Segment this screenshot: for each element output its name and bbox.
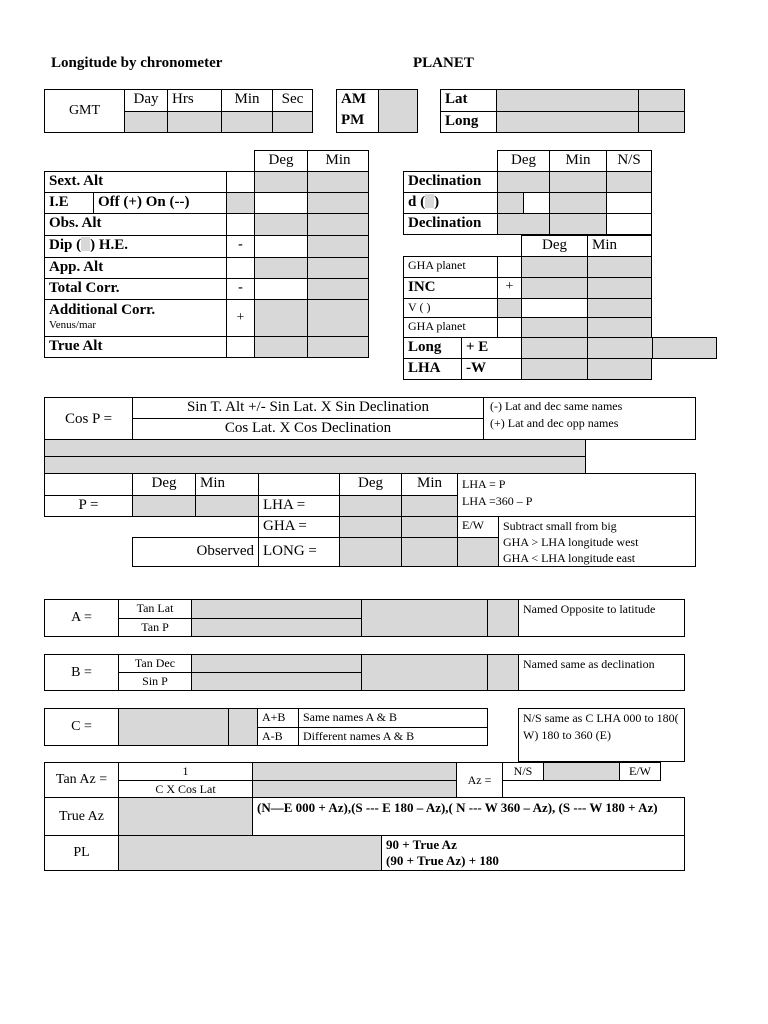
tan-az-label: Tan Az = — [44, 762, 119, 798]
total-corr-label: Total Corr. — [44, 278, 227, 300]
b-denominator-value[interactable] — [191, 672, 362, 691]
az-ns-label: N/S — [502, 762, 544, 781]
ie-label: I.E — [44, 192, 94, 214]
inc-deg[interactable] — [521, 277, 588, 299]
gha-planet-2-deg[interactable] — [521, 317, 588, 338]
long-row-min[interactable] — [587, 337, 653, 359]
obs-alt-deg[interactable] — [254, 213, 308, 236]
c-ns[interactable] — [228, 708, 258, 746]
lha-label: LHA = — [258, 495, 340, 517]
venus-mar-text: Venus/mar — [49, 319, 97, 331]
true-alt-deg[interactable] — [254, 336, 308, 358]
declination-2-ns[interactable] — [606, 213, 652, 235]
dec-min-header: Min — [549, 150, 607, 172]
long-label-2: LONG = — [258, 537, 340, 567]
gha-min-header: Min — [587, 235, 652, 257]
gha-planet-1-min[interactable] — [587, 256, 652, 278]
a-ns[interactable] — [487, 599, 519, 637]
c-label: C = — [44, 708, 119, 746]
day-field[interactable] — [124, 111, 168, 133]
additional-corr-deg[interactable] — [254, 299, 308, 337]
dip-label — [44, 235, 227, 258]
day-header: Day — [124, 89, 168, 112]
pl-value[interactable] — [118, 835, 382, 871]
d-prefix: d ( — [408, 194, 426, 210]
observed-label: Observed — [132, 537, 259, 567]
ie-min[interactable] — [307, 192, 369, 214]
tan-az-denominator: C X Cos Lat — [118, 780, 253, 798]
p-min-header: Min — [195, 473, 259, 496]
sext-alt-label: Sext. Alt — [44, 171, 227, 193]
off-on-label: Off (+) On (--) — [93, 192, 227, 214]
d-label — [403, 192, 498, 214]
long-row-deg[interactable] — [521, 337, 588, 359]
gmt-label: GMT — [44, 89, 125, 133]
obs-alt-min[interactable] — [307, 213, 369, 236]
cos-p-work-row-1[interactable] — [44, 439, 586, 457]
long-row-label: Long — [403, 337, 462, 359]
long-field[interactable] — [496, 111, 639, 133]
gha-deg-header: Deg — [521, 235, 588, 257]
cos-p-numerator: Sin T. Alt +/- Sin Lat. X Sin Declination — [132, 397, 484, 419]
pl-rule — [381, 835, 685, 871]
b-note: Named same as declination — [518, 654, 685, 691]
sec-field[interactable] — [272, 111, 313, 133]
p-deg-header: Deg — [132, 473, 196, 496]
tan-az-numerator-value[interactable] — [252, 762, 457, 781]
dip-prefix: Dip ( — [49, 237, 82, 253]
true-alt-sign — [226, 336, 255, 358]
az-ew-label: E/W — [619, 762, 661, 781]
gha-planet-1-deg[interactable] — [521, 256, 588, 278]
additional-corr-label — [44, 299, 227, 337]
b-numerator-value[interactable] — [191, 654, 362, 673]
apb-label: A+B — [257, 708, 299, 728]
true-alt-min[interactable] — [307, 336, 369, 358]
a-numerator: Tan Lat — [118, 599, 192, 619]
v-sign[interactable] — [497, 298, 522, 318]
cos-p-work-row-2[interactable] — [44, 456, 586, 474]
dec-deg-header: Deg — [497, 150, 550, 172]
obs-alt-sign — [226, 213, 255, 236]
lha-row-deg[interactable] — [521, 358, 588, 380]
gha-lha-rules — [498, 516, 696, 567]
amb-note: Different names A & B — [298, 727, 488, 746]
ew-label: E/W — [457, 516, 499, 538]
p-label: P = — [44, 495, 133, 517]
total-corr-sign: - — [226, 278, 255, 300]
dec-ns-header: N/S — [606, 150, 652, 172]
am-label: AM — [336, 89, 379, 112]
d-sign-field[interactable] — [425, 194, 434, 208]
cos-p-label: Cos P = — [44, 397, 133, 440]
declination-1-ns[interactable] — [606, 171, 652, 193]
gha-label: GHA = — [258, 516, 340, 538]
a-result[interactable] — [361, 599, 488, 637]
long-ew-field[interactable] — [638, 111, 685, 133]
hrs-field[interactable] — [167, 111, 222, 133]
p-min[interactable] — [195, 495, 259, 517]
lha-notes — [457, 473, 696, 517]
az-label: Az = — [456, 762, 503, 798]
true-alt-label: True Alt — [44, 336, 227, 358]
long-label: Long — [440, 111, 497, 133]
v-min[interactable] — [587, 298, 652, 318]
gha-planet-2-min[interactable] — [587, 317, 652, 338]
declination-2-min[interactable] — [549, 213, 607, 235]
hrs-header: Hrs — [167, 89, 222, 112]
lat-field[interactable] — [496, 89, 639, 112]
lat-ns-field[interactable] — [638, 89, 685, 112]
pm-label: PM — [336, 111, 379, 133]
d-deg[interactable] — [523, 192, 550, 214]
lha-deg-header: Deg — [339, 473, 402, 496]
a-denominator-value[interactable] — [191, 618, 362, 637]
app-alt-min[interactable] — [307, 257, 369, 279]
cos-p-note-1: (-) Lat and dec same names — [490, 399, 623, 413]
sext-alt-min[interactable] — [307, 171, 369, 193]
lha-min[interactable] — [401, 495, 458, 517]
pl-rule-1: 90 + True Az — [386, 837, 457, 852]
gha-planet-label-1: GHA planet — [403, 256, 498, 278]
apb-note: Same names A & B — [298, 708, 488, 728]
lha-row-label: LHA — [403, 358, 462, 380]
additional-corr-min[interactable] — [307, 299, 369, 337]
b-ns[interactable] — [487, 654, 519, 691]
min-header: Min — [221, 89, 273, 112]
b-result[interactable] — [361, 654, 488, 691]
ie-deg[interactable] — [254, 192, 308, 214]
b-label: B = — [44, 654, 119, 691]
am-pm-field[interactable] — [378, 89, 418, 133]
rule-2: GHA > LHA longitude west — [503, 535, 639, 549]
additional-corr-text: Additional Corr. — [49, 302, 156, 318]
app-alt-deg[interactable] — [254, 257, 308, 279]
alt-deg-header: Deg — [254, 150, 308, 172]
declination-1-deg[interactable] — [497, 171, 550, 193]
a-note: Named Opposite to latitude — [518, 599, 685, 637]
d-ns[interactable] — [606, 192, 652, 214]
amb-label: A-B — [257, 727, 299, 746]
app-alt-sign — [226, 257, 255, 279]
page-title: Longitude by chronometer — [51, 55, 223, 71]
gha-min[interactable] — [401, 516, 458, 538]
long-ew[interactable] — [457, 537, 499, 567]
pl-rule-2: (90 + True Az) + 180 — [386, 853, 499, 868]
dip-suffix: ) H.E. — [90, 237, 129, 253]
lha-row-sign: -W — [461, 358, 522, 380]
long-deg[interactable] — [339, 537, 402, 567]
cos-p-note-2: (+) Lat and dec opp names — [490, 416, 619, 430]
lha-row-min[interactable] — [587, 358, 652, 380]
gha-planet-2-sign — [497, 317, 522, 338]
long-min[interactable] — [401, 537, 458, 567]
long-row-sign: + E — [461, 337, 522, 359]
dip-min[interactable] — [307, 235, 369, 258]
sec-header: Sec — [272, 89, 313, 112]
dip-deg[interactable] — [254, 235, 308, 258]
gha-planet-label-2: GHA planet — [403, 317, 498, 338]
app-alt-label: App. Alt — [44, 257, 227, 279]
total-corr-deg[interactable] — [254, 278, 308, 300]
true-az-label: True Az — [44, 797, 119, 836]
d-suffix: ) — [434, 194, 440, 210]
declination-label-1: Declination — [403, 171, 498, 193]
c-note: N/S same as C LHA 000 to 180( W) 180 to 360 (E) — [518, 708, 685, 762]
inc-label: INC — [403, 277, 498, 299]
additional-corr-sign: + — [226, 299, 255, 337]
tan-az-numerator: 1 — [118, 762, 253, 781]
sext-alt-deg[interactable] — [254, 171, 308, 193]
declination-label-2: Declination — [403, 213, 498, 235]
az-value[interactable] — [543, 762, 620, 781]
declination-2-deg[interactable] — [497, 213, 550, 235]
sext-alt-sign — [226, 171, 255, 193]
dip-sign: - — [226, 235, 255, 258]
true-az-value[interactable] — [118, 797, 253, 836]
d-min[interactable] — [549, 192, 607, 214]
rule-3: GHA < LHA longitude east — [503, 551, 636, 565]
v-deg[interactable] — [521, 298, 588, 318]
ie-sign[interactable] — [226, 192, 255, 214]
lha-min-header: Min — [401, 473, 458, 496]
alt-min-header: Min — [307, 150, 369, 172]
min-field[interactable] — [221, 111, 273, 133]
inc-min[interactable] — [587, 277, 652, 299]
lha-deg[interactable] — [339, 495, 402, 517]
lha-note-1: LHA = P — [462, 477, 506, 491]
d-sign-cell[interactable] — [497, 192, 524, 214]
inc-sign: + — [497, 277, 522, 299]
v-label: V ( ) — [403, 298, 498, 318]
tan-az-denominator-value[interactable] — [252, 780, 457, 798]
cos-p-denominator: Cos Lat. X Cos Declination — [132, 418, 484, 440]
lha-header-blank — [258, 473, 340, 496]
gha-planet-1-sign — [497, 256, 522, 278]
declination-1-min[interactable] — [549, 171, 607, 193]
p-deg[interactable] — [132, 495, 196, 517]
true-az-rule: (N—E 000 + Az),(S --- E 180 – Az),( N --- W 360 – Az), (S --- W 180 + Az) — [252, 797, 685, 836]
total-corr-min[interactable] — [307, 278, 369, 300]
planet-title: PLANET — [413, 55, 474, 71]
a-label: A = — [44, 599, 119, 637]
c-value[interactable] — [118, 708, 229, 746]
rule-1: Subtract small from big — [503, 519, 617, 533]
cos-p-notes — [483, 397, 696, 440]
pl-label: PL — [44, 835, 119, 871]
p-header-blank — [44, 473, 133, 496]
a-numerator-value[interactable] — [191, 599, 362, 619]
b-denominator: Sin P — [118, 672, 192, 691]
lat-label: Lat — [440, 89, 497, 112]
gha-deg[interactable] — [339, 516, 402, 538]
b-numerator: Tan Dec — [118, 654, 192, 673]
lha-note-2: LHA =360 – P — [462, 494, 533, 508]
long-row-ew[interactable] — [652, 337, 717, 359]
obs-alt-label: Obs. Alt — [44, 213, 227, 236]
a-denominator: Tan P — [118, 618, 192, 637]
dip-he-field[interactable] — [81, 237, 90, 251]
